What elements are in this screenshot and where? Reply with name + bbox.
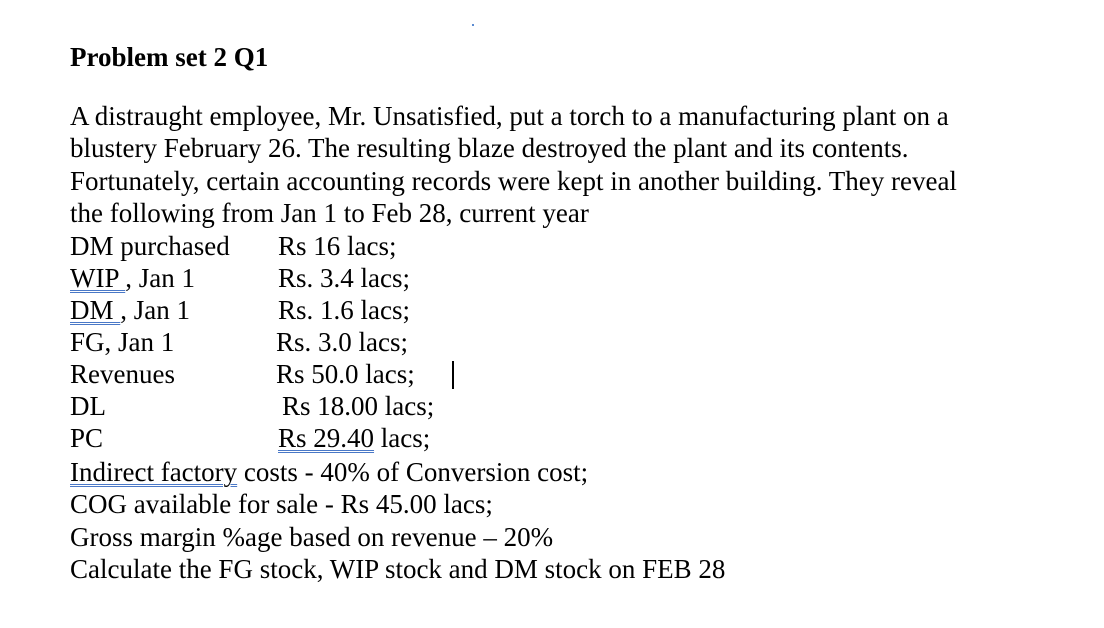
paragraph-line: the following from Jan 1 to Feb 28, current year	[70, 197, 589, 228]
row-label: Revenues	[70, 359, 175, 389]
row-label: WIP , Jan 1	[70, 263, 195, 293]
text-cursor	[452, 361, 454, 389]
tail-line: COG available for sale - Rs 45.00 lacs;	[70, 489, 493, 520]
row-value: Rs 18.00 lacs;	[282, 391, 435, 421]
row-value: Rs. 1.6 lacs;	[278, 295, 410, 325]
row-label: DM , Jan 1	[70, 295, 191, 325]
problem-tail	[70, 456, 725, 585]
tail-line: Gross margin %age based on revenue – 20%	[70, 521, 554, 552]
row-label: FG, Jan 1	[70, 327, 175, 357]
tail-line: Calculate the FG stock, WIP stock and DM stock on FEB 28	[70, 553, 726, 584]
stray-dot	[472, 24, 474, 26]
paragraph-line: Fortunately, certain accounting records were kept in another building. They reveal	[70, 165, 957, 196]
problem-paragraph	[70, 100, 1006, 229]
row-label: PC	[70, 423, 104, 453]
row-value: Rs. 3.4 lacs;	[278, 263, 410, 293]
paragraph-line: blustery February 26. The resulting blaze destroyed the plant and its contents.	[70, 133, 909, 164]
tail-line: Indirect factory costs - 40% of Conversion cost;	[70, 457, 589, 487]
row-value: Rs 29.40 lacs;	[278, 423, 431, 453]
row-value: Rs 50.0 lacs;	[276, 359, 415, 389]
row-label: DL	[70, 391, 106, 421]
row-label: DM purchased	[70, 231, 230, 261]
row-value: Rs 16 lacs;	[278, 231, 397, 261]
paragraph-line: A distraught employee, Mr. Unsatisfied, put a torch to a manufacturing plant on a	[70, 101, 949, 131]
page-title: Problem set 2 Q1	[70, 42, 269, 72]
row-value: Rs. 3.0 lacs;	[276, 327, 408, 357]
